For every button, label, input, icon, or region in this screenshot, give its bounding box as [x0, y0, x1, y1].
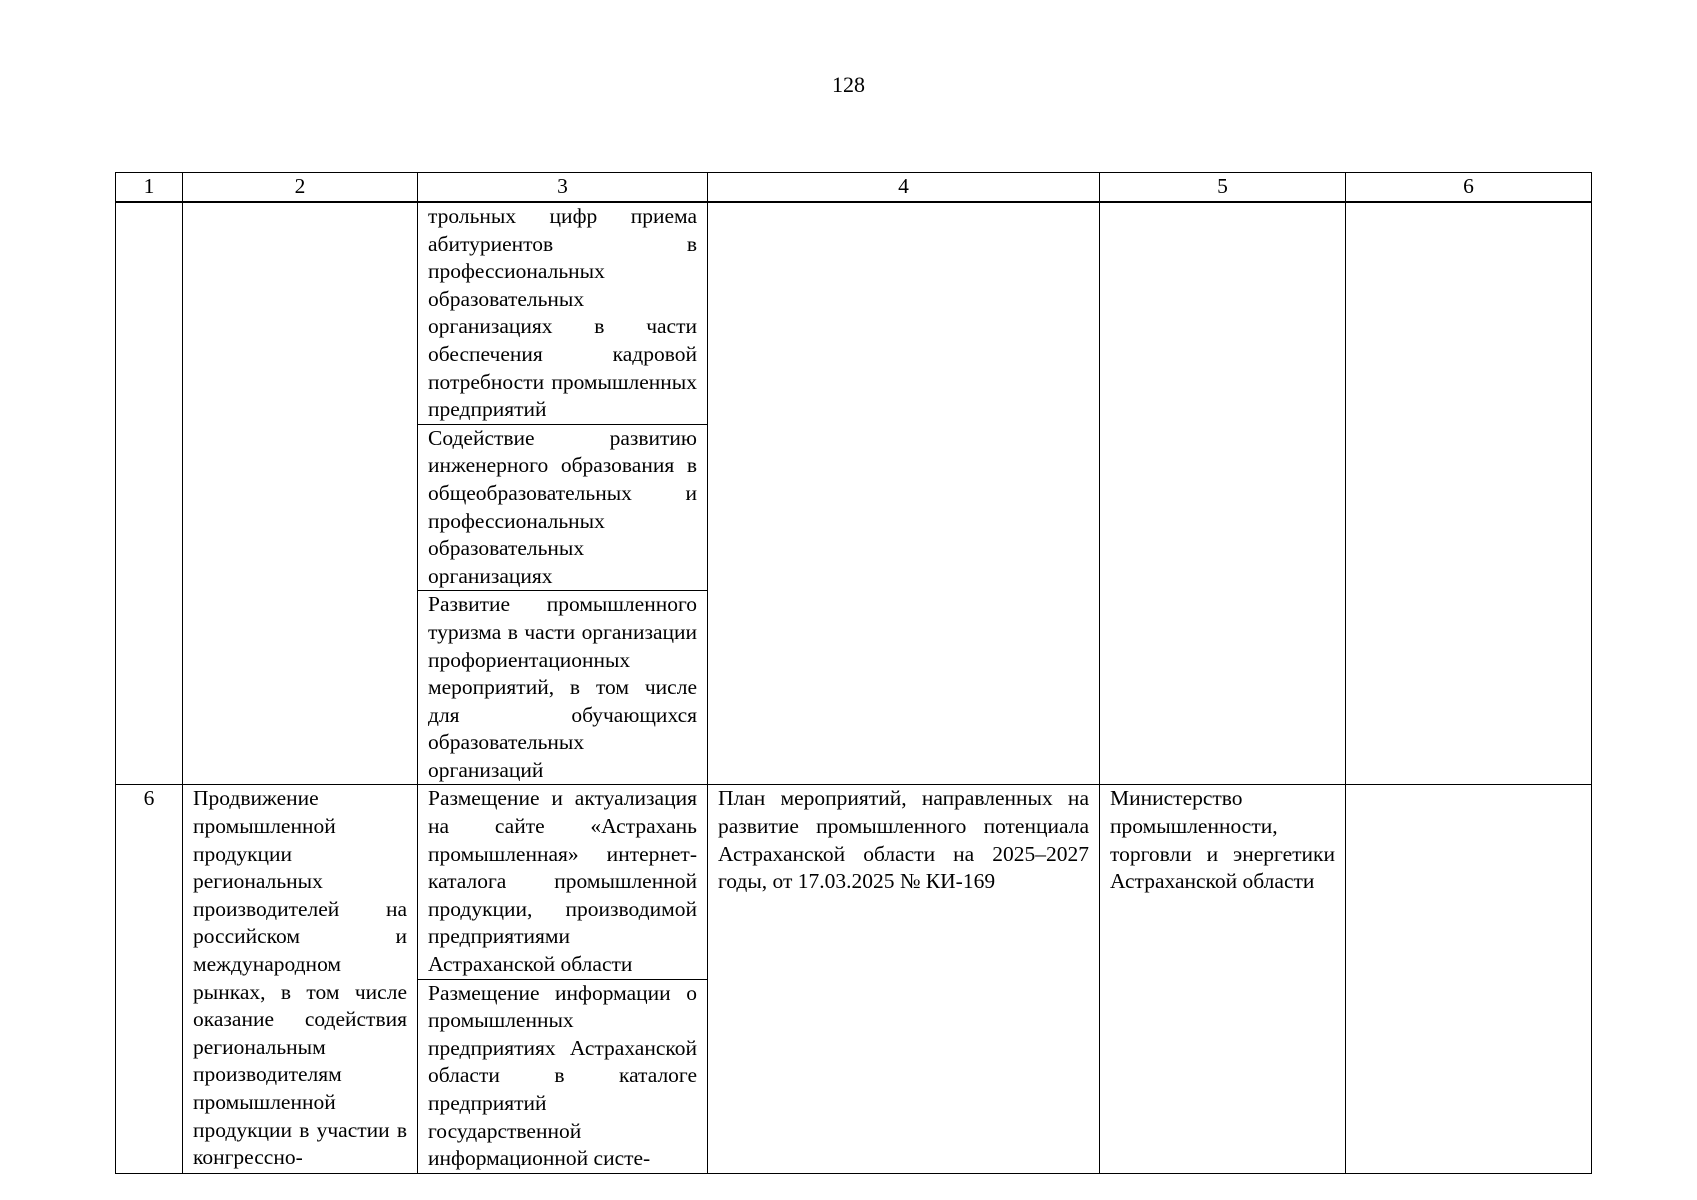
measure-item: Содействие развитию инженерного образования в общеобразовательных и профессиональных образовательных организациях: [418, 425, 707, 592]
continued-direction-cell: [183, 202, 418, 785]
note-cell: [1346, 785, 1592, 1173]
measure-item: Размещение информации о промышленных предприятиях Астраханской области в каталоге предприятий государственной информационной систе-: [428, 980, 697, 1171]
continued-note-cell: [1346, 202, 1592, 785]
column-header-6: 6: [1346, 173, 1592, 203]
measure-item: трольных цифр приема абитуриентов в профессиональных образовательных организациях в части обеспечения кадровой потребности промышленных предприятий: [418, 203, 707, 425]
continued-document-cell: [708, 202, 1100, 785]
column-header-1: 1: [116, 173, 183, 203]
measure-item: Развитие промышленного туризма в части организации профориентационных мероприятий, в том числе для обучающихся образовательных организаций: [428, 592, 697, 782]
column-header-3: 3: [418, 173, 708, 203]
row-number-cell: 6: [116, 785, 183, 1173]
continued-measures-cell: [418, 202, 708, 785]
direction-cell: Продвижение промышленной продукции региональных производителей на российском и международном рынках, в том числе оказание содействия региональным производителям промышленной продукции в участии в конгрессно-: [183, 785, 418, 1173]
measure-item: Размещение и актуализация на сайте «Астрахань промышленная» интернет-каталога промышленной продукции, производимой предприятиями Астраханской области: [418, 785, 707, 979]
responsible-cell: Министерство промышленности, торговли и энергетики Астраханской области: [1100, 785, 1346, 1173]
page-number: 128: [832, 72, 865, 97]
table-row-continued: [116, 202, 1592, 785]
continued-number-cell: [116, 202, 183, 785]
column-header-4: 4: [708, 173, 1100, 203]
continued-responsible-cell: [1100, 202, 1346, 785]
table-header-row: [116, 173, 1592, 203]
activities-table: [115, 172, 1592, 1174]
column-header-5: 5: [1100, 173, 1346, 203]
document-cell: План мероприятий, направленных на развитие промышленного потенциала Астраханской области на 2025–2027 годы, от 17.03.2025 № КИ-169: [708, 785, 1100, 1173]
table-row-6: [116, 785, 1592, 1173]
column-header-2: 2: [183, 173, 418, 203]
measures-cell: [418, 785, 708, 1173]
